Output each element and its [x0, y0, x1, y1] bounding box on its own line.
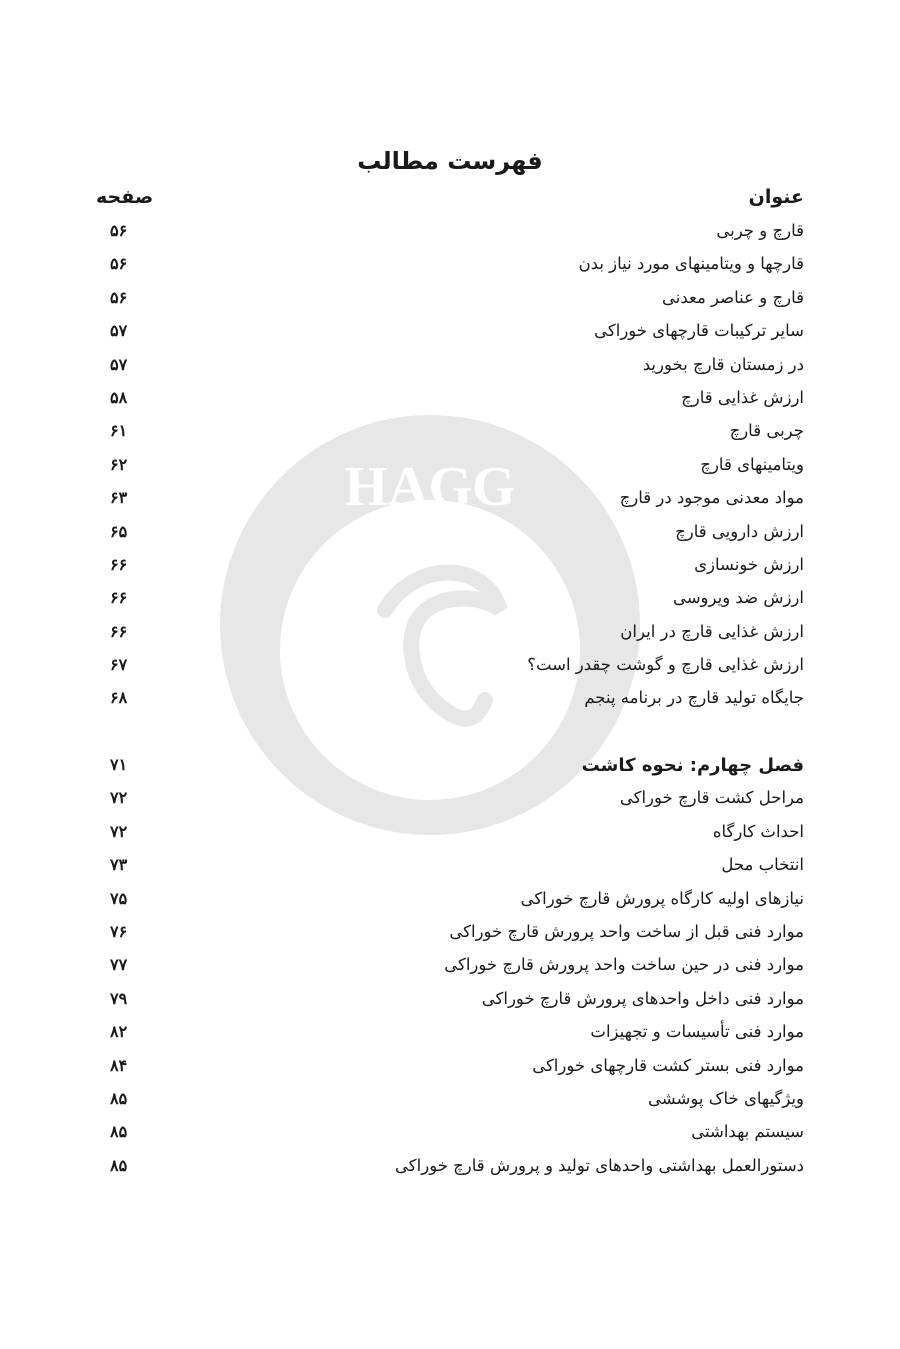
entry-page-number: ۷۲: [110, 788, 128, 808]
entry-title: مواد معدنی موجود در قارچ: [619, 488, 804, 508]
toc-entry: [96, 1119, 804, 1152]
toc-entry: [96, 886, 804, 919]
entry-title: ارزش غذایی قارچ و گوشت چقدر است؟: [527, 655, 804, 675]
entry-title: موارد فنی در حین ساخت واحد پرورش قارچ خوراکی: [444, 955, 804, 975]
entry-page-number: ۸۲: [110, 1022, 128, 1042]
chapter-page-number: ۷۱: [110, 755, 128, 774]
entry-page-number: ۷۵: [110, 888, 128, 908]
toc-entry: [96, 218, 804, 251]
entry-page-number: ۶۶: [110, 554, 128, 574]
entry-page-number: ۵۷: [110, 354, 128, 374]
entry-page-number: ۶۳: [110, 488, 128, 508]
entry-title: ارزش ضد ویروسی: [672, 588, 804, 608]
toc-entry: [96, 552, 804, 585]
entry-page-number: ۶۸: [110, 688, 128, 708]
entry-title: نیازهای اولیه کارگاه پرورش قارچ خوراکی: [520, 888, 804, 908]
entry-page-number: ۶۷: [110, 655, 128, 675]
entry-page-number: ۷۷: [110, 955, 128, 975]
entry-page-number: ۷۹: [110, 988, 128, 1008]
entry-page-number: ۸۵: [110, 1122, 128, 1142]
page-title: فهرست مطالب: [357, 147, 543, 175]
chapter-title: فصل چهارم: نحوه کاشت: [581, 755, 804, 776]
entry-page-number: ۵۶: [110, 287, 128, 307]
entry-page-number: ۶۱: [110, 421, 128, 441]
entry-page-number: ۵۶: [110, 221, 128, 240]
toc-entry: [96, 318, 804, 351]
entry-page-number: ۸۵: [110, 1155, 128, 1175]
toc-section-2: [96, 752, 804, 1186]
entry-title: انتخاب محل: [721, 855, 804, 875]
entry-title: ارزش غذایی قارچ در ایران: [620, 621, 804, 641]
entry-title: ارزش غذایی قارچ: [681, 387, 804, 407]
toc-entry: [96, 452, 804, 485]
entry-title: در زمستان قارچ بخورید: [642, 354, 804, 374]
entry-title: قارچها و ویتامینهای مورد نیاز بدن: [578, 254, 804, 274]
title-column-header: عنوان: [748, 186, 804, 208]
entry-page-number: ۵۷: [110, 321, 128, 341]
toc-entry: [96, 952, 804, 985]
toc-entry: [96, 852, 804, 885]
toc-entry: [96, 385, 804, 418]
toc-header: [96, 186, 804, 216]
entry-title: جایگاه تولید قارچ در برنامه پنجم: [584, 688, 804, 708]
entry-title: ویتامینهای قارچ: [700, 454, 804, 474]
entry-title: چربی قارچ: [729, 421, 804, 441]
toc-entry: [96, 1153, 804, 1186]
entry-title: ارزش خونسازی: [694, 554, 804, 574]
entry-page-number: ۷۳: [110, 855, 128, 875]
toc-entry: [96, 919, 804, 952]
toc-entry: [96, 1053, 804, 1086]
entry-page-number: ۶۲: [110, 454, 128, 474]
entry-title: موارد فنی قبل از ساخت واحد پرورش قارچ خوراکی: [449, 921, 804, 941]
entry-title: قارچ و چربی: [716, 221, 804, 240]
entry-page-number: ۵۶: [110, 254, 128, 274]
toc-entry: [96, 785, 804, 818]
entry-page-number: ۶۶: [110, 621, 128, 641]
entry-title: مراحل کشت قارچ خوراکی: [619, 788, 804, 808]
entry-page-number: ۸۴: [110, 1055, 128, 1075]
toc-entry: [96, 1086, 804, 1119]
page-column-header: صفحه: [96, 186, 154, 208]
entry-title: دستورالعمل بهداشتی واحدهای تولید و پرورش قارچ خوراکی: [395, 1155, 804, 1175]
toc-entry: [96, 619, 804, 652]
entry-page-number: ۸۵: [110, 1088, 128, 1108]
toc-entry: [96, 285, 804, 318]
toc-entry: [96, 251, 804, 284]
toc-entry: [96, 986, 804, 1019]
entry-title: سیستم بهداشتی: [691, 1122, 804, 1142]
toc-entry: [96, 652, 804, 685]
toc-section-1: [96, 218, 804, 719]
entry-page-number: ۶۵: [110, 521, 128, 541]
entry-title: احداث کارگاه: [712, 821, 804, 841]
toc-entry: [96, 352, 804, 385]
chapter-heading: [96, 752, 804, 785]
entry-title: قارچ و عناصر معدنی: [661, 287, 804, 307]
entry-page-number: ۷۶: [110, 921, 128, 941]
watermark-text: HAGG: [344, 456, 516, 518]
entry-title: ارزش دارویی قارچ: [675, 521, 804, 541]
entry-title: موارد فنی بستر کشت قارچهای خوراکی: [532, 1055, 804, 1075]
toc-entry: [96, 819, 804, 852]
entry-page-number: ۷۲: [110, 821, 128, 841]
toc-entry: [96, 585, 804, 618]
toc-entry: [96, 685, 804, 718]
entry-title: سایر ترکیبات قارچهای خوراکی: [594, 321, 804, 341]
toc-entry: [96, 1019, 804, 1052]
entry-title: موارد فنی تأسیسات و تجهیزات: [590, 1022, 804, 1042]
toc-entry: [96, 418, 804, 451]
entry-page-number: ۵۸: [110, 387, 128, 407]
entry-title: ویژگیهای خاک پوششی: [648, 1088, 804, 1108]
entry-title: موارد فنی داخل واحدهای پرورش قارچ خوراکی: [481, 988, 804, 1008]
entry-page-number: ۶۶: [110, 588, 128, 608]
toc-entry: [96, 485, 804, 518]
toc-entry: [96, 519, 804, 552]
